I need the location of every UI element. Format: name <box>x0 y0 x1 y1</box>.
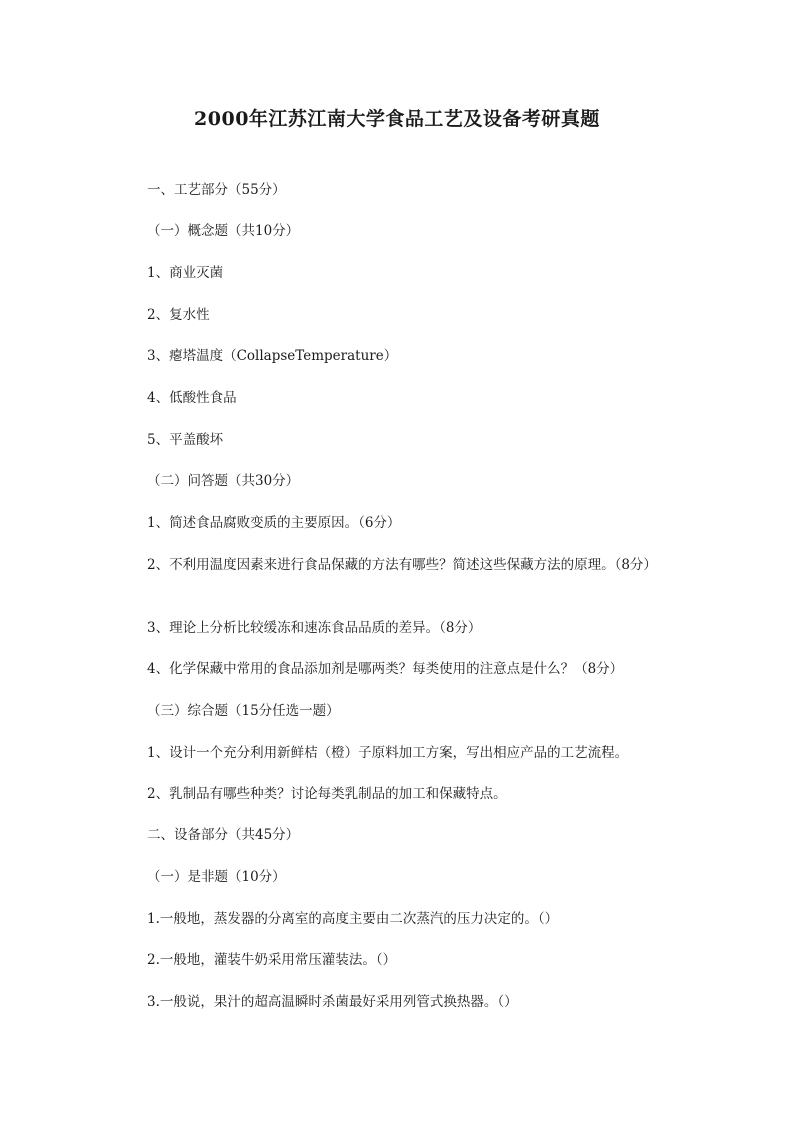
comprehensive-item-1: 1、设计一个充分利用新鲜桔（橙）子原料加工方案，写出相应产品的工艺流程。 <box>147 745 629 761</box>
section-heading-process: 一、工艺部分（55分） <box>147 182 286 198</box>
true-false-item-1: 1.一般地，蒸发器的分离室的高度主要由二次蒸汽的压力决定的。（） <box>147 911 559 927</box>
qa-item-4: 4、化学保藏中常用的食品添加剂是哪两类？每类使用的注意点是什么？（8分） <box>147 661 624 677</box>
subsection-true-false: （一）是非题（10分） <box>147 869 286 885</box>
page-title: 2000年江苏江南大学食品工艺及设备考研真题 <box>194 108 600 130</box>
section-heading-equipment: 二、设备部分（共45分） <box>147 827 300 843</box>
concept-item-5: 5、平盖酸坏 <box>147 432 224 448</box>
concept-item-3: 3、瘪塔温度（CollapseTemperature） <box>147 348 398 364</box>
subsection-qa: （二）问答题（共30分） <box>147 473 300 489</box>
concept-item-2: 2、复水性 <box>147 307 210 323</box>
subsection-concepts: （一）概念题（共10分） <box>147 223 300 239</box>
subsection-comprehensive: （三）综合题（15分任选一题） <box>147 703 340 719</box>
qa-item-1: 1、简述食品腐败变质的主要原因。（6分） <box>147 515 401 531</box>
qa-item-3: 3、理论上分析比较缓冻和速冻食品品质的差异。（8分） <box>147 620 482 636</box>
qa-item-2: 2、不利用温度因素来进行食品保藏的方法有哪些？简述这些保藏方法的原理。（8分） <box>147 557 657 573</box>
true-false-item-2: 2.一般地，灌装牛奶采用常压灌装法。（） <box>147 952 397 968</box>
comprehensive-item-2: 2、乳制品有哪些种类？讨论每类乳制品的加工和保藏特点。 <box>147 786 507 802</box>
concept-item-1: 1、商业灭菌 <box>147 265 224 281</box>
true-false-item-3: 3.一般说，果汁的超高温瞬时杀菌最好采用列管式换热器。（） <box>147 994 518 1010</box>
concept-item-4: 4、低酸性食品 <box>147 390 237 406</box>
